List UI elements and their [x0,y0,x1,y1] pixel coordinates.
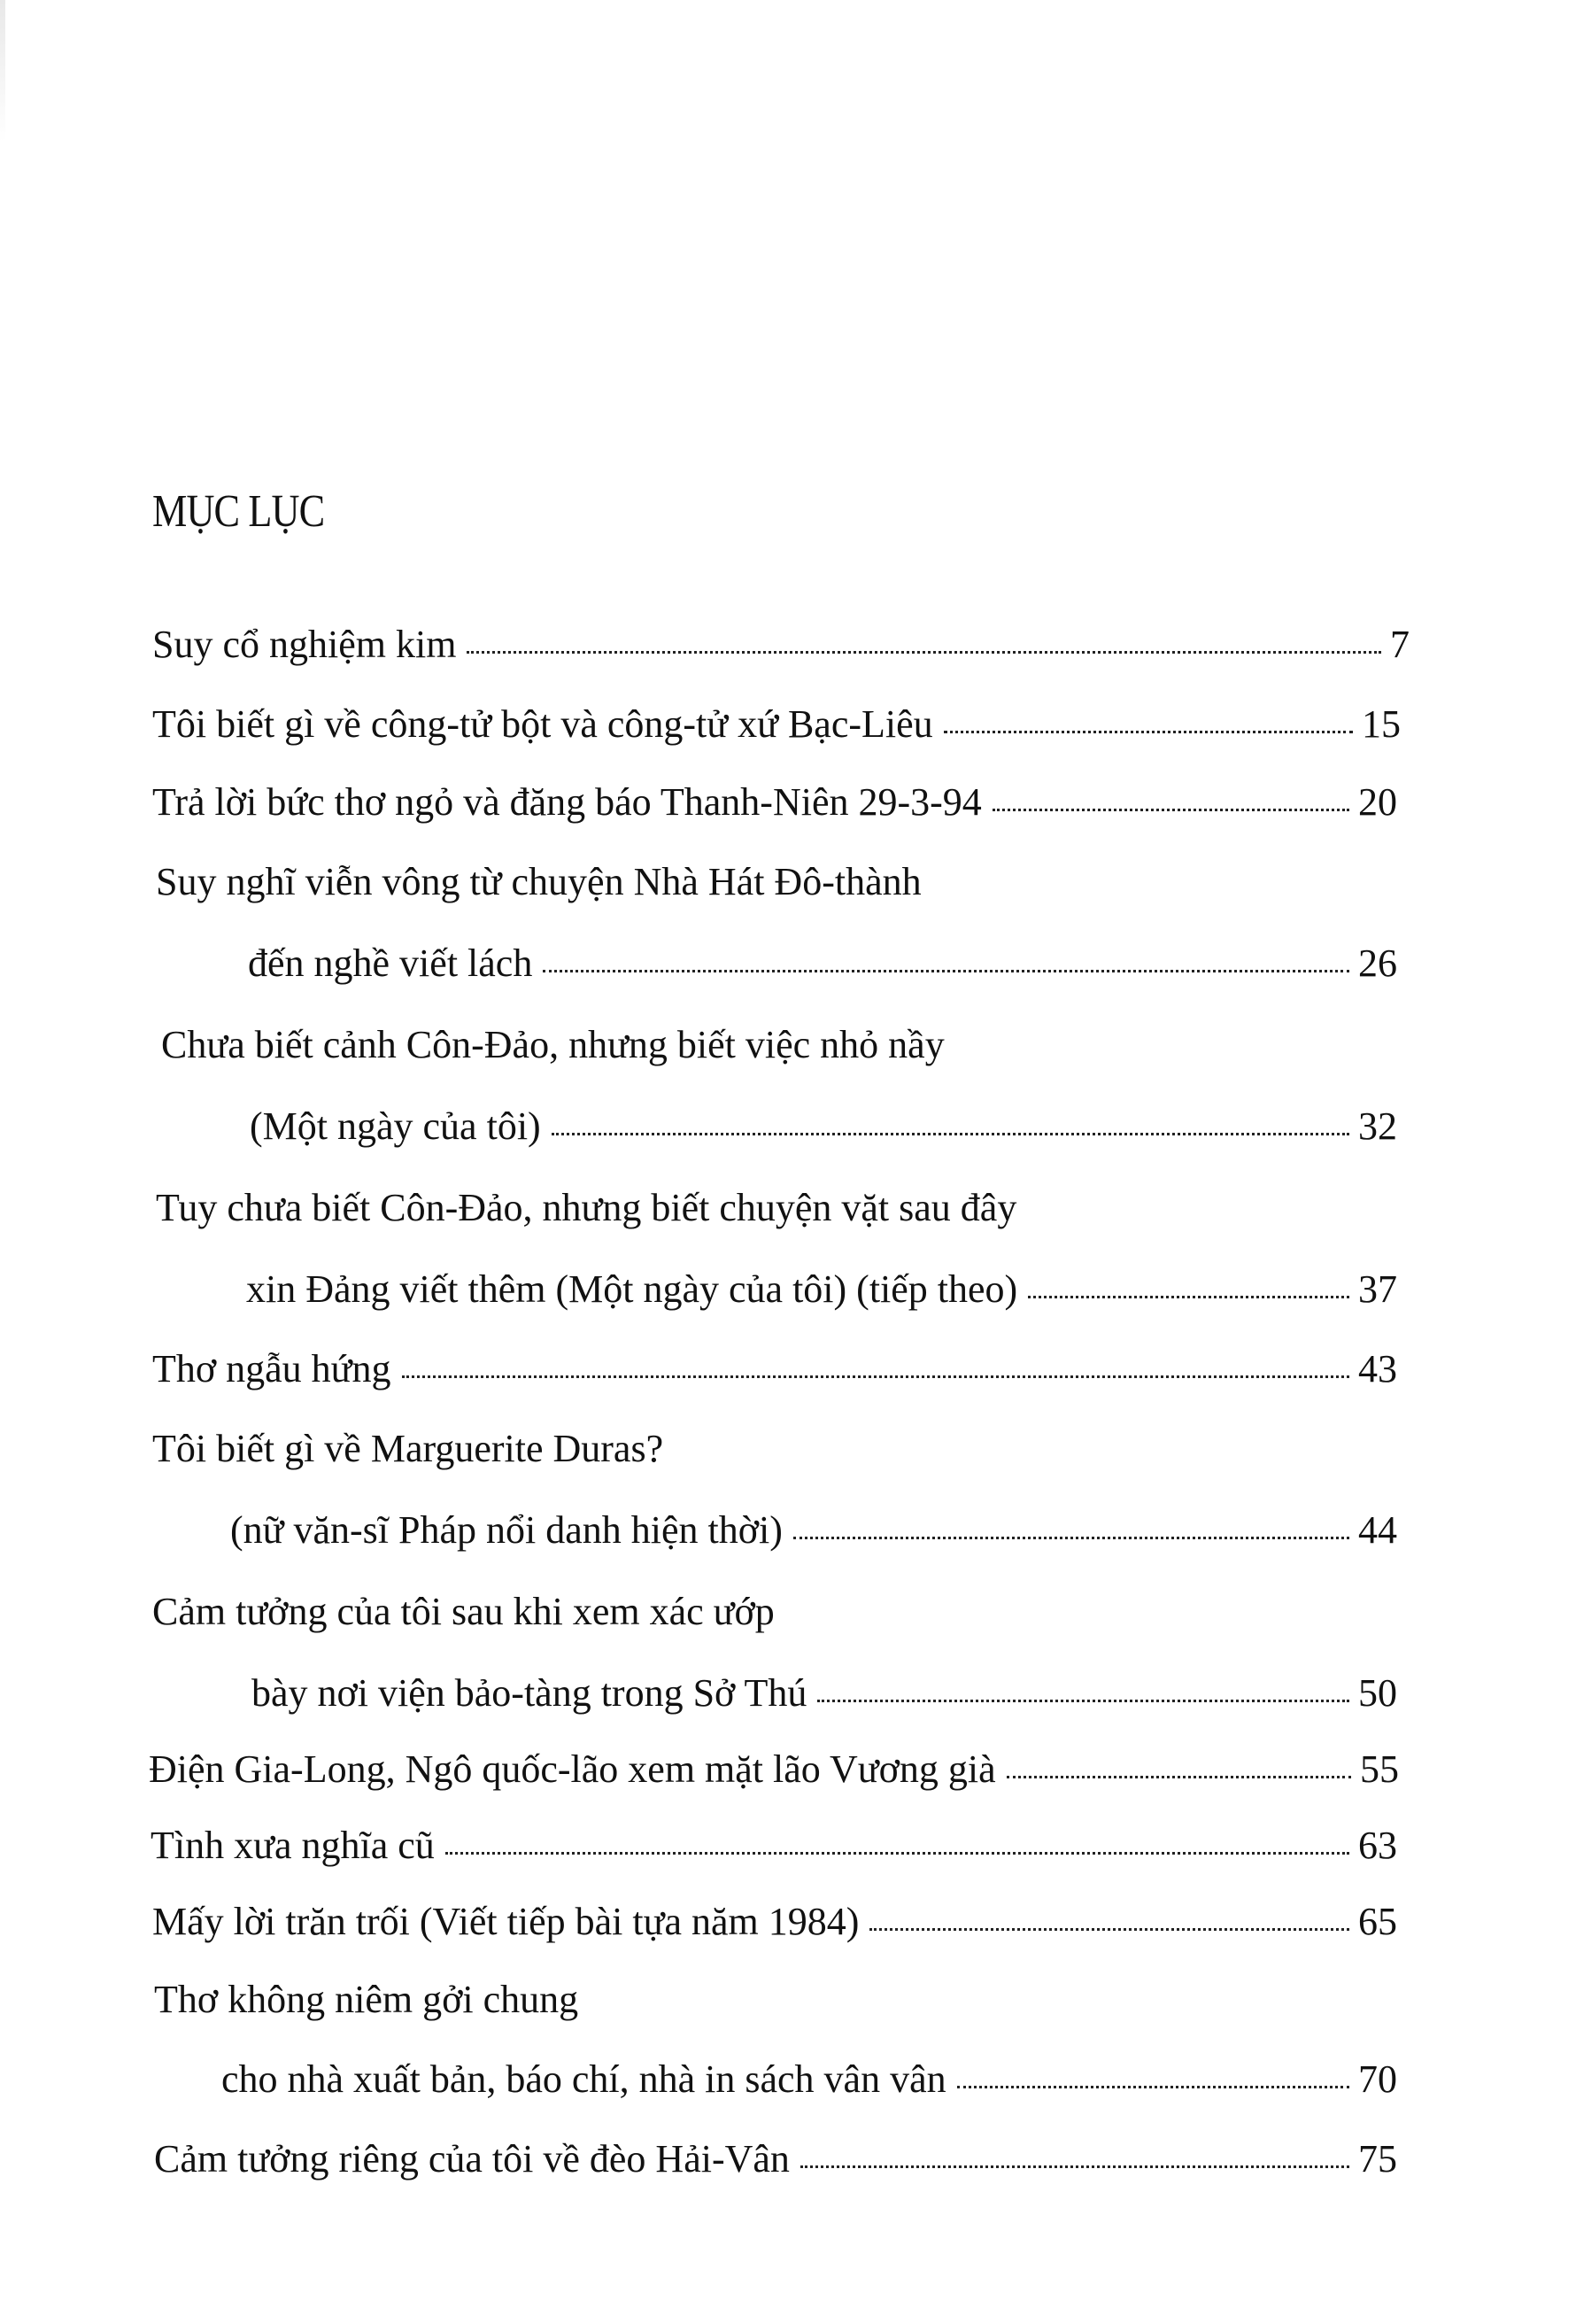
toc-entry[interactable] [246,1267,1397,1311]
toc-entry-title: Mấy lời trăn trối (Viết tiếp bài tựa năm 1984) [152,1900,860,1943]
dot-leader [445,1852,1349,1855]
toc-entry-page: 7 [1390,623,1410,666]
dot-leader [993,809,1349,811]
toc-entry-title: Thơ ngẫu hứng [152,1347,391,1391]
toc-entry-title: Cảm tưởng riêng của tôi về đèo Hải-Vân [154,2137,790,2181]
toc-entry[interactable] [248,941,1397,985]
toc-entry-first-line [156,1186,1017,1229]
toc-entry-title: Tuy chưa biết Côn-Đảo, nhưng biết chuyện vặt sau đây [156,1186,1017,1229]
toc-entry[interactable] [230,1508,1397,1552]
toc-entry[interactable] [149,1747,1399,1791]
dot-leader [793,1537,1349,1539]
toc-entry-first-line [154,1980,578,2019]
toc-entry-page: 20 [1358,780,1397,824]
toc-entry-page: 32 [1358,1104,1397,1148]
toc-entry[interactable] [152,625,1410,664]
toc-entry-page: 75 [1358,2137,1397,2181]
dot-leader [944,731,1353,733]
toc-entry-continuation: xin Đảng viết thêm (Một ngày của tôi) (tiếp theo) [246,1267,1018,1311]
toc-entry-page: 50 [1358,1671,1397,1715]
toc-entry-first-line [152,1592,775,1631]
toc-entry-title: Điện Gia-Long, Ngô quốc-lão xem mặt lão Vương già [149,1747,996,1791]
toc-entry-title: Suy cổ nghiệm kim [152,623,457,666]
toc-entry-first-line [156,860,922,903]
toc-entry[interactable] [154,2137,1397,2181]
dot-leader [543,970,1349,972]
dot-leader [800,2165,1349,2168]
dot-leader [817,1700,1349,1702]
toc-entry[interactable] [151,1826,1397,1865]
toc-entry-first-line [161,1023,945,1066]
toc-entry[interactable] [251,1671,1397,1715]
toc-entry-first-line [152,1429,663,1468]
toc-entry[interactable] [152,780,1397,824]
toc-entry-continuation: bày nơi viện bảo-tàng trong Sở Thú [251,1671,807,1715]
dot-leader [467,651,1381,654]
toc-entry-title: Cảm tưởng của tôi sau khi xem xác ướp [152,1590,775,1633]
toc-entry-title: Tôi biết gì về công-tử bột và công-tử xứ Bạc-Liêu [152,702,933,746]
dot-leader [552,1133,1349,1135]
page-title: MỤC LỤC [152,486,325,537]
toc-entry-title: Suy nghĩ viễn vông từ chuyện Nhà Hát Đô-thành [156,860,922,903]
toc-entry-page: 44 [1358,1508,1397,1552]
dot-leader [1007,1776,1351,1778]
toc-entry-page: 63 [1358,1824,1397,1867]
toc-entry[interactable] [250,1104,1397,1148]
toc-entry-title: Chưa biết cảnh Côn-Đảo, nhưng biết việc nhỏ nầy [161,1023,945,1066]
toc-entry-title: Trả lời bức thơ ngỏ và đăng báo Thanh-Niên 29-3-94 [152,780,982,824]
toc-entry-page: 43 [1358,1347,1397,1391]
toc-entry[interactable] [152,1902,1397,1941]
toc-entry-page: 37 [1358,1267,1397,1311]
toc-entry-continuation: cho nhà xuất bản, báo chí, nhà in sách vân vân [221,2057,946,2101]
toc-entry-title: Thơ không niêm gởi chung [154,1978,579,2021]
toc-entry-page: 55 [1360,1747,1399,1791]
toc-entry[interactable] [152,702,1401,746]
dot-leader [1028,1296,1349,1298]
toc-entry-title: Tôi biết gì về Marguerite Duras? [152,1427,664,1470]
toc-entry-page: 65 [1358,1900,1397,1943]
dot-leader [869,1928,1349,1931]
toc-entry-page: 70 [1358,2057,1397,2101]
toc-entry-page: 15 [1362,702,1401,746]
toc-entry[interactable] [152,1347,1397,1391]
toc-entry-continuation: (nữ văn-sĩ Pháp nổi danh hiện thời) [230,1508,783,1552]
toc-entry-continuation: (Một ngày của tôi) [250,1104,541,1148]
toc-entry[interactable] [221,2057,1397,2101]
toc-entry-title: Tình xưa nghĩa cũ [151,1824,435,1867]
dot-leader [957,2086,1349,2088]
toc-entry-page: 26 [1358,941,1397,985]
dot-leader [402,1375,1349,1378]
toc-entry-continuation: đến nghề viết lách [248,941,533,985]
